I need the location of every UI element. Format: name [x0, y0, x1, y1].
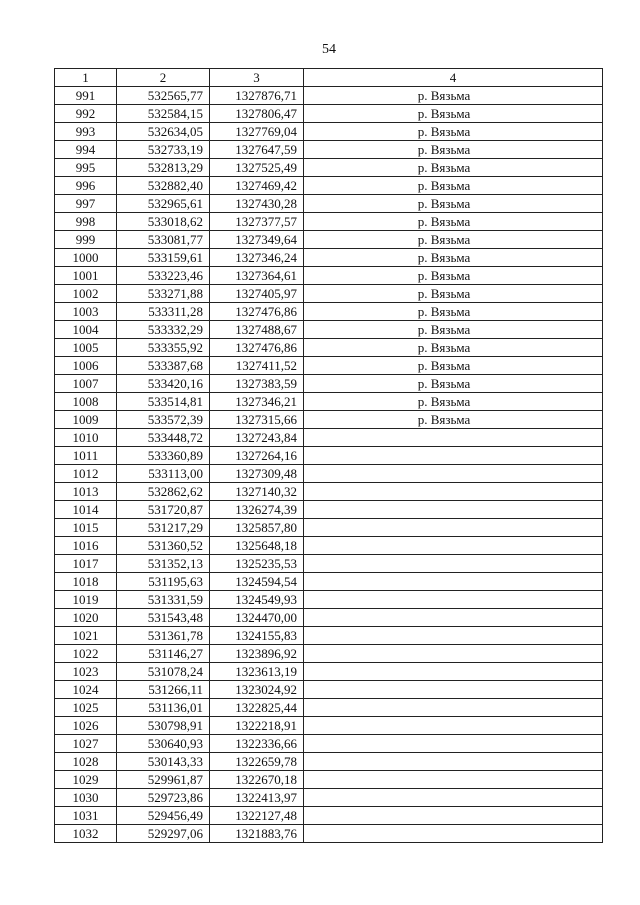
table-row: [55, 87, 603, 105]
table-row: [55, 627, 603, 645]
x-coordinate-cell: 529456,49: [117, 807, 210, 825]
table-row: [55, 645, 603, 663]
y-coordinate-cell: 1327383,59: [210, 375, 304, 393]
point-number-cell: 1014: [55, 501, 117, 519]
note-cell: р. Вязьма: [304, 411, 603, 429]
point-number-cell: 996: [55, 177, 117, 195]
x-coordinate-cell: 531146,27: [117, 645, 210, 663]
note-cell: [304, 699, 603, 717]
table-row: [55, 375, 603, 393]
note-cell: [304, 735, 603, 753]
x-coordinate-cell: 531543,48: [117, 609, 210, 627]
point-number-cell: 1007: [55, 375, 117, 393]
point-number-cell: 1005: [55, 339, 117, 357]
table-row: [55, 411, 603, 429]
point-number-cell: 1009: [55, 411, 117, 429]
y-coordinate-cell: 1327806,47: [210, 105, 304, 123]
y-coordinate-cell: 1322413,97: [210, 789, 304, 807]
x-coordinate-cell: 532584,15: [117, 105, 210, 123]
y-coordinate-cell: 1327346,24: [210, 249, 304, 267]
x-coordinate-cell: 532565,77: [117, 87, 210, 105]
point-number-cell: 1008: [55, 393, 117, 411]
note-cell: р. Вязьма: [304, 87, 603, 105]
y-coordinate-cell: 1327315,66: [210, 411, 304, 429]
y-coordinate-cell: 1327488,67: [210, 321, 304, 339]
point-number-cell: 991: [55, 87, 117, 105]
y-coordinate-cell: 1322825,44: [210, 699, 304, 717]
table-row: [55, 105, 603, 123]
table-row: [55, 681, 603, 699]
y-coordinate-cell: 1327525,49: [210, 159, 304, 177]
table-row: [55, 555, 603, 573]
table-row: [55, 303, 603, 321]
note-cell: р. Вязьма: [304, 231, 603, 249]
note-cell: [304, 663, 603, 681]
table-row: [55, 591, 603, 609]
x-coordinate-cell: 532862,62: [117, 483, 210, 501]
table-header: [55, 69, 603, 87]
y-coordinate-cell: 1324594,54: [210, 573, 304, 591]
point-number-cell: 1004: [55, 321, 117, 339]
point-number-cell: 1002: [55, 285, 117, 303]
coordinates-table: [54, 68, 603, 843]
y-coordinate-cell: 1324549,93: [210, 591, 304, 609]
note-cell: [304, 573, 603, 591]
point-number-cell: 1021: [55, 627, 117, 645]
x-coordinate-cell: 533332,29: [117, 321, 210, 339]
x-coordinate-cell: 533159,61: [117, 249, 210, 267]
table-row: [55, 123, 603, 141]
table-row: [55, 285, 603, 303]
x-coordinate-cell: 531720,87: [117, 501, 210, 519]
y-coordinate-cell: 1321883,76: [210, 825, 304, 843]
x-coordinate-cell: 529297,06: [117, 825, 210, 843]
x-coordinate-cell: 531331,59: [117, 591, 210, 609]
table-row: [55, 699, 603, 717]
table-row: [55, 663, 603, 681]
point-number-cell: 1032: [55, 825, 117, 843]
note-cell: [304, 771, 603, 789]
point-number-cell: 1011: [55, 447, 117, 465]
note-cell: [304, 537, 603, 555]
y-coordinate-cell: 1326274,39: [210, 501, 304, 519]
x-coordinate-cell: 531195,63: [117, 573, 210, 591]
x-coordinate-cell: 533223,46: [117, 267, 210, 285]
table-row: [55, 807, 603, 825]
table-row: [55, 213, 603, 231]
x-coordinate-cell: 531352,13: [117, 555, 210, 573]
note-cell: р. Вязьма: [304, 267, 603, 285]
note-cell: [304, 555, 603, 573]
table-row: [55, 429, 603, 447]
y-coordinate-cell: 1327476,86: [210, 339, 304, 357]
x-coordinate-cell: 531266,11: [117, 681, 210, 699]
page-number-value: 54: [322, 42, 336, 57]
note-cell: [304, 753, 603, 771]
y-coordinate-cell: 1327264,16: [210, 447, 304, 465]
y-coordinate-cell: 1327309,48: [210, 465, 304, 483]
note-cell: [304, 789, 603, 807]
y-coordinate-cell: 1327411,52: [210, 357, 304, 375]
point-number-cell: 993: [55, 123, 117, 141]
note-cell: [304, 483, 603, 501]
table-row: [55, 447, 603, 465]
table-row: [55, 735, 603, 753]
table-row: [55, 267, 603, 285]
point-number-cell: 1022: [55, 645, 117, 663]
header-row: [55, 69, 603, 87]
header-cell-y: 3: [210, 69, 304, 87]
note-cell: [304, 609, 603, 627]
x-coordinate-cell: 532733,19: [117, 141, 210, 159]
table-row: [55, 537, 603, 555]
note-cell: [304, 825, 603, 843]
point-number-cell: 1006: [55, 357, 117, 375]
note-cell: р. Вязьма: [304, 213, 603, 231]
note-cell: [304, 627, 603, 645]
table-row: [55, 717, 603, 735]
y-coordinate-cell: 1327769,04: [210, 123, 304, 141]
point-number-cell: 1013: [55, 483, 117, 501]
note-cell: р. Вязьма: [304, 105, 603, 123]
x-coordinate-cell: 531136,01: [117, 699, 210, 717]
x-coordinate-cell: 529961,87: [117, 771, 210, 789]
header-cell-note: 4: [304, 69, 603, 87]
note-cell: р. Вязьма: [304, 141, 603, 159]
table-row: [55, 609, 603, 627]
x-coordinate-cell: 531217,29: [117, 519, 210, 537]
table-row: [55, 357, 603, 375]
x-coordinate-cell: 530640,93: [117, 735, 210, 753]
y-coordinate-cell: 1322670,18: [210, 771, 304, 789]
y-coordinate-cell: 1327876,71: [210, 87, 304, 105]
table-row: [55, 393, 603, 411]
x-coordinate-cell: 533018,62: [117, 213, 210, 231]
point-number-cell: 1010: [55, 429, 117, 447]
note-cell: [304, 501, 603, 519]
table-row: [55, 753, 603, 771]
note-cell: [304, 591, 603, 609]
note-cell: [304, 519, 603, 537]
note-cell: р. Вязьма: [304, 339, 603, 357]
note-cell: р. Вязьма: [304, 159, 603, 177]
y-coordinate-cell: 1322336,66: [210, 735, 304, 753]
note-cell: [304, 645, 603, 663]
x-coordinate-cell: 533113,00: [117, 465, 210, 483]
point-number-cell: 1018: [55, 573, 117, 591]
y-coordinate-cell: 1327140,32: [210, 483, 304, 501]
note-cell: [304, 807, 603, 825]
point-number-cell: 1031: [55, 807, 117, 825]
table-row: [55, 825, 603, 843]
y-coordinate-cell: 1327476,86: [210, 303, 304, 321]
point-number-cell: 1025: [55, 699, 117, 717]
table-row: [55, 789, 603, 807]
note-cell: р. Вязьма: [304, 393, 603, 411]
note-cell: р. Вязьма: [304, 321, 603, 339]
y-coordinate-cell: 1324470,00: [210, 609, 304, 627]
y-coordinate-cell: 1327346,21: [210, 393, 304, 411]
x-coordinate-cell: 531361,78: [117, 627, 210, 645]
point-number-cell: 997: [55, 195, 117, 213]
point-number-cell: 1016: [55, 537, 117, 555]
point-number-cell: 1000: [55, 249, 117, 267]
x-coordinate-cell: 533311,28: [117, 303, 210, 321]
table-row: [55, 177, 603, 195]
y-coordinate-cell: 1327243,84: [210, 429, 304, 447]
y-coordinate-cell: 1322218,91: [210, 717, 304, 735]
y-coordinate-cell: 1327349,64: [210, 231, 304, 249]
point-number-cell: 1026: [55, 717, 117, 735]
point-number-cell: 1015: [55, 519, 117, 537]
y-coordinate-cell: 1327647,59: [210, 141, 304, 159]
point-number-cell: 1028: [55, 753, 117, 771]
y-coordinate-cell: 1325648,18: [210, 537, 304, 555]
y-coordinate-cell: 1327469,42: [210, 177, 304, 195]
note-cell: р. Вязьма: [304, 195, 603, 213]
y-coordinate-cell: 1327364,61: [210, 267, 304, 285]
point-number-cell: 999: [55, 231, 117, 249]
point-number-cell: 1023: [55, 663, 117, 681]
y-coordinate-cell: 1324155,83: [210, 627, 304, 645]
y-coordinate-cell: 1325857,80: [210, 519, 304, 537]
x-coordinate-cell: 533420,16: [117, 375, 210, 393]
point-number-cell: 1029: [55, 771, 117, 789]
x-coordinate-cell: 531360,52: [117, 537, 210, 555]
table-row: [55, 573, 603, 591]
y-coordinate-cell: 1327405,97: [210, 285, 304, 303]
x-coordinate-cell: 533387,68: [117, 357, 210, 375]
note-cell: [304, 429, 603, 447]
note-cell: [304, 681, 603, 699]
table-row: [55, 339, 603, 357]
table-row: [55, 159, 603, 177]
point-number-cell: 1020: [55, 609, 117, 627]
y-coordinate-cell: 1325235,53: [210, 555, 304, 573]
x-coordinate-cell: 533271,88: [117, 285, 210, 303]
header-cell-point: 1: [55, 69, 117, 87]
table-row: [55, 771, 603, 789]
table-row: [55, 195, 603, 213]
note-cell: р. Вязьма: [304, 249, 603, 267]
x-coordinate-cell: 533448,72: [117, 429, 210, 447]
note-cell: р. Вязьма: [304, 177, 603, 195]
x-coordinate-cell: 533572,39: [117, 411, 210, 429]
point-number-cell: 1030: [55, 789, 117, 807]
y-coordinate-cell: 1327430,28: [210, 195, 304, 213]
note-cell: р. Вязьма: [304, 375, 603, 393]
y-coordinate-cell: 1327377,57: [210, 213, 304, 231]
y-coordinate-cell: 1323024,92: [210, 681, 304, 699]
point-number-cell: 1027: [55, 735, 117, 753]
page-number: [0, 42, 640, 58]
header-cell-x: 2: [117, 69, 210, 87]
x-coordinate-cell: 530143,33: [117, 753, 210, 771]
note-cell: р. Вязьма: [304, 357, 603, 375]
table-row: [55, 483, 603, 501]
x-coordinate-cell: 533360,89: [117, 447, 210, 465]
x-coordinate-cell: 532882,40: [117, 177, 210, 195]
table-row: [55, 501, 603, 519]
point-number-cell: 1017: [55, 555, 117, 573]
note-cell: [304, 447, 603, 465]
x-coordinate-cell: 532965,61: [117, 195, 210, 213]
y-coordinate-cell: 1322127,48: [210, 807, 304, 825]
point-number-cell: 1001: [55, 267, 117, 285]
note-cell: р. Вязьма: [304, 285, 603, 303]
table-body: [55, 87, 603, 843]
x-coordinate-cell: 532634,05: [117, 123, 210, 141]
table-row: [55, 249, 603, 267]
point-number-cell: 998: [55, 213, 117, 231]
point-number-cell: 995: [55, 159, 117, 177]
note-cell: [304, 717, 603, 735]
table-row: [55, 141, 603, 159]
x-coordinate-cell: 533081,77: [117, 231, 210, 249]
note-cell: [304, 465, 603, 483]
point-number-cell: 992: [55, 105, 117, 123]
point-number-cell: 1024: [55, 681, 117, 699]
point-number-cell: 994: [55, 141, 117, 159]
x-coordinate-cell: 533514,81: [117, 393, 210, 411]
table-row: [55, 231, 603, 249]
x-coordinate-cell: 529723,86: [117, 789, 210, 807]
point-number-cell: 1003: [55, 303, 117, 321]
x-coordinate-cell: 531078,24: [117, 663, 210, 681]
x-coordinate-cell: 533355,92: [117, 339, 210, 357]
table-row: [55, 321, 603, 339]
x-coordinate-cell: 532813,29: [117, 159, 210, 177]
note-cell: р. Вязьма: [304, 303, 603, 321]
table-row: [55, 465, 603, 483]
y-coordinate-cell: 1323613,19: [210, 663, 304, 681]
point-number-cell: 1012: [55, 465, 117, 483]
y-coordinate-cell: 1322659,78: [210, 753, 304, 771]
x-coordinate-cell: 530798,91: [117, 717, 210, 735]
point-number-cell: 1019: [55, 591, 117, 609]
table-row: [55, 519, 603, 537]
y-coordinate-cell: 1323896,92: [210, 645, 304, 663]
note-cell: р. Вязьма: [304, 123, 603, 141]
